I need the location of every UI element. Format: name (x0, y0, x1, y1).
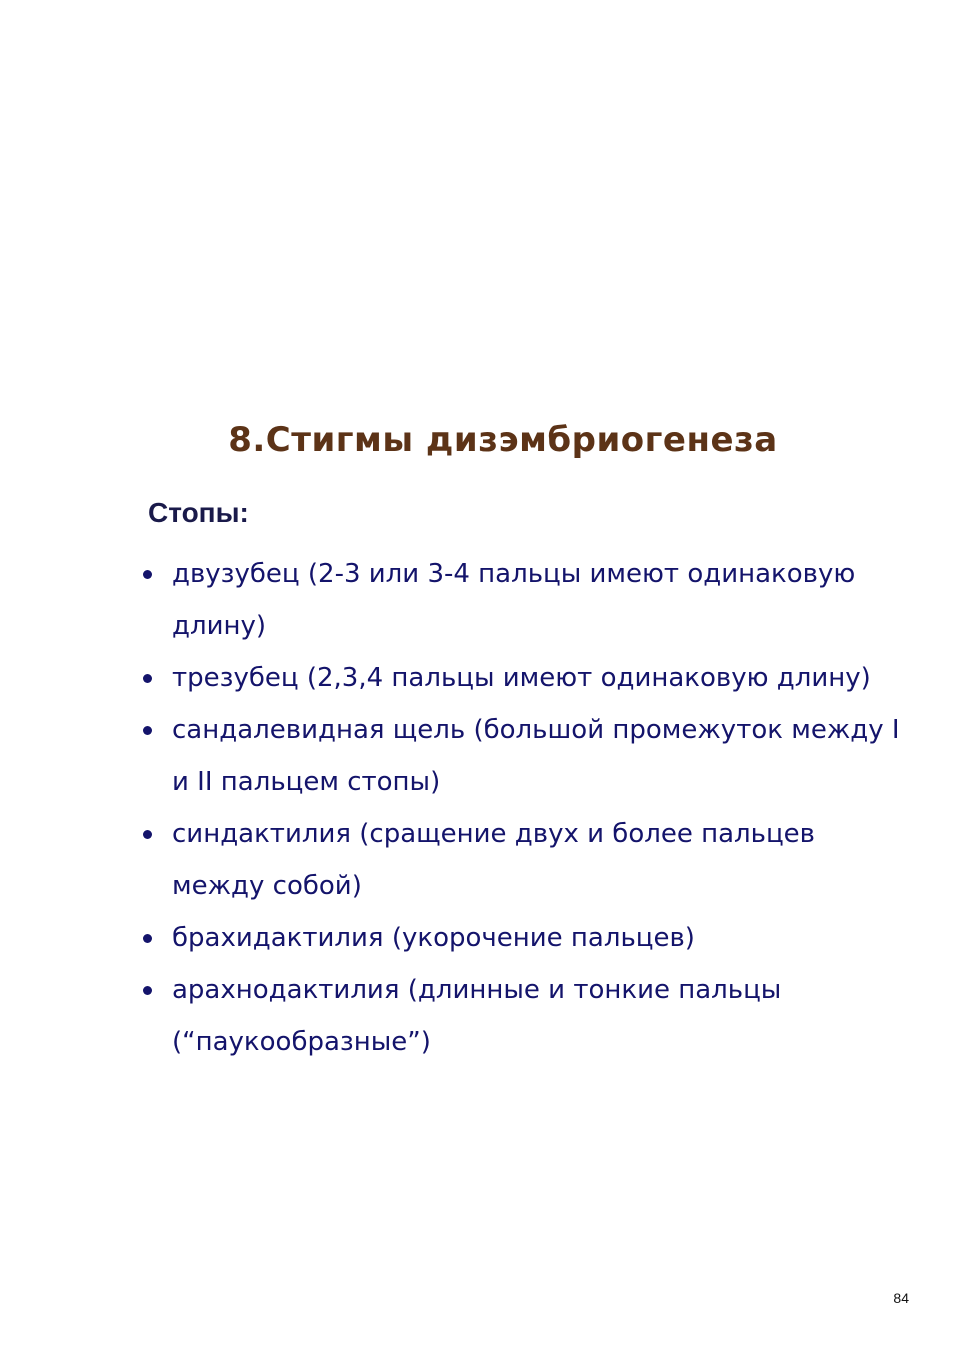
list-item-text: сандалевидная щель (большой промежуток между I и II пальцем стопы) (172, 715, 900, 797)
list-item (143, 964, 913, 1068)
bullet-dot-icon (143, 934, 152, 943)
list-item (143, 808, 913, 912)
list-item-text: арахнодактилия (длинные и тонкие пальцы (“паукообразные”) (172, 975, 782, 1057)
bullet-dot-icon (143, 986, 152, 995)
bullet-dot-icon (143, 570, 152, 579)
list-item (143, 704, 913, 808)
list-item-text: брахидактилия (укорочение пальцев) (172, 923, 695, 953)
bullet-dot-icon (143, 830, 152, 839)
list-item-text: синдактилия (сращение двух и более пальцев между собой) (172, 819, 815, 901)
section-heading: Стопы: (148, 497, 249, 528)
page-number: 84 (893, 1290, 909, 1306)
slide-title: 8.Стигмы дизэмбриогенеза (228, 420, 778, 460)
list-item (143, 912, 913, 964)
list-item-text: трезубец (2,3,4 пальцы имеют одинаковую длину) (172, 663, 871, 693)
bullet-dot-icon (143, 674, 152, 683)
list-item-text: двузубец (2-3 или 3-4 пальцы имеют одинаковую длину) (172, 559, 856, 641)
list-item (143, 548, 913, 652)
bullet-dot-icon (143, 726, 152, 735)
bullet-list (143, 548, 913, 1068)
list-item (143, 652, 913, 704)
